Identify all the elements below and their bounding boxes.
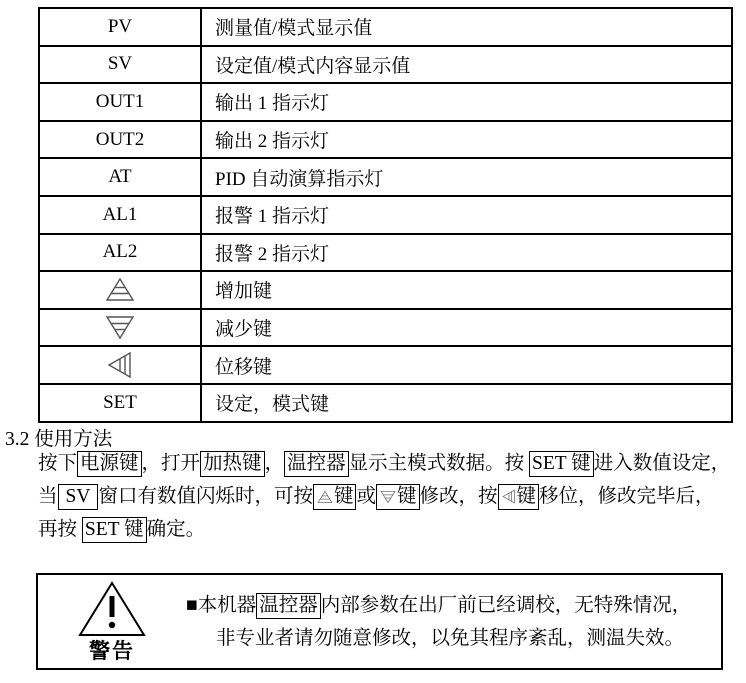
table-row — [39, 196, 732, 234]
usage-line-3 — [38, 513, 740, 546]
key-description: 报警 2 指示灯 — [201, 234, 732, 272]
key-label: SV — [39, 46, 201, 84]
text-run: 进入数值设定， — [593, 453, 731, 474]
key-description: 设定，模式键 — [201, 384, 732, 422]
text-run: 显示主模式数据。按 — [348, 453, 529, 474]
key-description: 增加键 — [201, 271, 732, 309]
text-run: 移位，修改完毕后， — [539, 486, 715, 507]
shift-key-icon — [107, 351, 133, 379]
table-row — [39, 271, 732, 309]
sv-window-ref: SV — [58, 484, 99, 510]
key-label: PV — [39, 8, 201, 46]
table-row — [39, 309, 732, 347]
key-label: AL2 — [39, 234, 201, 272]
key-label: AT — [39, 158, 201, 196]
warning-sign — [38, 579, 186, 665]
key-description: PID 自动演算指示灯 — [201, 158, 732, 196]
table-row — [39, 121, 732, 159]
shift-key-icon — [502, 489, 516, 504]
usage-paragraph — [38, 447, 740, 546]
increase-key-icon — [105, 277, 135, 302]
text-run: ■本机器 — [186, 594, 257, 616]
warning-triangle-icon — [76, 579, 148, 639]
text-run: 按下 — [38, 453, 78, 474]
key-description: 报警 1 指示灯 — [201, 196, 732, 234]
increase-key-ref: 键 — [313, 484, 357, 510]
text-run: 确定。 — [146, 519, 206, 540]
increase-key-icon — [317, 490, 333, 504]
key-label: OUT2 — [39, 121, 201, 159]
decrease-key-icon — [105, 315, 135, 340]
table-row — [39, 346, 732, 384]
usage-line-2 — [38, 480, 740, 513]
usage-line-1 — [38, 447, 740, 480]
key-label: OUT1 — [39, 83, 201, 121]
decrease-key-icon — [380, 490, 396, 504]
key-description: 输出 2 指示灯 — [201, 121, 732, 159]
text-run: ， — [264, 453, 285, 474]
key-description: 输出 1 指示灯 — [201, 83, 732, 121]
warning-line-2: 非专业者请勿随意修改，以免其程序紊乱，测温失效。 — [216, 627, 685, 649]
table-row — [39, 158, 732, 196]
text-run: 当 — [38, 486, 58, 507]
shift-key-ref: 键 — [498, 484, 540, 510]
power-key-ref: 电源键 — [77, 451, 142, 477]
indicator-key-table — [38, 7, 733, 423]
text-run: 窗口有数值闪烁时，可按 — [98, 486, 313, 507]
heat-key-ref: 加热键 — [200, 451, 265, 477]
warning-text — [186, 589, 721, 655]
text-run: 修改，按 — [419, 486, 498, 507]
key-label: AL1 — [39, 196, 201, 234]
key-description: 测量值/模式显示值 — [201, 8, 732, 46]
warning-line-1 — [186, 589, 713, 622]
table-row — [39, 8, 732, 46]
text-run: 内部参数在出厂前已经调校，无特殊情况， — [320, 594, 692, 616]
section-heading: 3.2 使用方法 — [5, 429, 113, 450]
text-run: ，打开 — [141, 453, 201, 474]
table-row — [39, 83, 732, 121]
key-label: SET — [39, 384, 201, 422]
text-run: 再按 — [38, 519, 82, 540]
thermostat-ref: 温控器 — [284, 451, 349, 477]
table-row — [39, 384, 732, 422]
table-row — [39, 234, 732, 272]
decrease-key-ref: 键 — [376, 484, 420, 510]
key-description: 设定值/模式内容显示值 — [201, 46, 732, 84]
key-description: 位移键 — [201, 346, 732, 384]
warning-label: 警告 — [89, 638, 135, 663]
text-run: 或 — [356, 486, 376, 507]
thermostat-ref: 温控器 — [256, 593, 321, 619]
set-key-ref: SET 键 — [529, 451, 594, 477]
table-row — [39, 46, 732, 84]
key-description: 减少键 — [201, 309, 732, 347]
warning-box — [36, 573, 723, 670]
set-key-ref: SET 键 — [82, 517, 147, 543]
